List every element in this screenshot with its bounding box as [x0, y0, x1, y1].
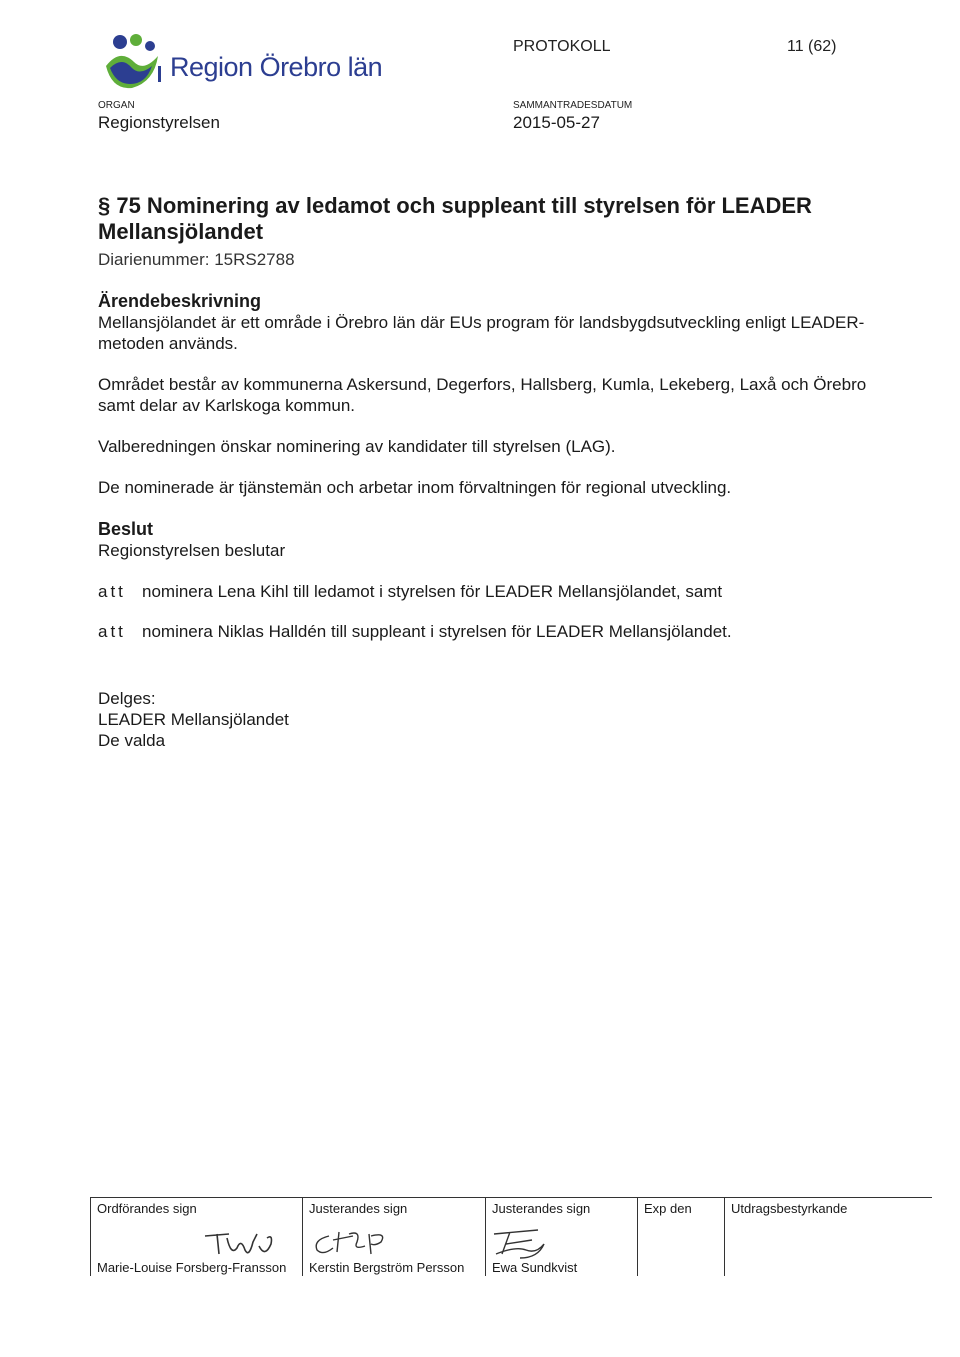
delges-label: Delges: [98, 689, 156, 708]
decision-item [98, 621, 878, 642]
distribution-list [98, 688, 878, 751]
arende-paragraph: Valberedningen önskar nominering av kandidater till styrelsen (LAG). [98, 437, 616, 456]
document-body [98, 193, 878, 751]
signatory-name: Ewa Sundkvist [492, 1260, 578, 1275]
signature-label: Justerandes sign [492, 1201, 591, 1216]
signature-table [90, 1197, 932, 1276]
diarienummer: Diarienummer: 15RS2788 [98, 250, 295, 269]
region-logo-icon [100, 32, 164, 96]
decision-text: nominera Lena Kihl till ledamot i styrelsen för LEADER Mellansjölandet, samt [142, 582, 723, 601]
beslut-intro: Regionstyrelsen beslutar [98, 541, 286, 560]
signature-cell-certification [724, 1198, 933, 1276]
arende-paragraph: De nominerade är tjänstemän och arbetar inom förvaltningen för regional utveckling. [98, 478, 732, 497]
meeting-date: 2015-05-27 [513, 113, 600, 132]
signature-cell-adjuster-2 [485, 1198, 638, 1276]
decision-prefix: att [98, 622, 126, 641]
meeting-date-label: SAMMANTRADESDATUM [513, 100, 633, 111]
page-number: 11 (62) [787, 38, 837, 55]
handwritten-signature-icon [201, 1228, 291, 1262]
organ-value: Regionstyrelsen [98, 113, 220, 132]
handwritten-signature-icon [309, 1226, 399, 1258]
signature-cell-exp-date [637, 1198, 725, 1276]
signature-cell-chair [90, 1198, 301, 1276]
handwritten-signature-icon [486, 1224, 556, 1260]
organ-label: ORGAN [98, 100, 135, 111]
org-name: Region Örebro län [170, 52, 383, 82]
signature-label: Ordförandes sign [97, 1201, 197, 1216]
arende-paragraph: Mellansjölandet är ett område i Örebro län där EUs program för landsbygdsutveckling enligt LEADER-metoden används. [98, 313, 865, 353]
beslut-heading: Beslut [98, 519, 154, 539]
decision-text: nominera Niklas Halldén till suppleant i styrelsen för LEADER Mellansjölandet. [142, 622, 732, 641]
signature-label: Justerandes sign [309, 1201, 408, 1216]
section-title: § 75 Nominering av ledamot och suppleant till styrelsen för LEADER Mellansjölandet [98, 193, 812, 244]
document-type: PROTOKOLL [513, 38, 611, 55]
decision-item [98, 581, 878, 602]
arende-paragraph: Området består av kommunerna Askersund, Degerfors, Hallsberg, Kumla, Lekeberg, Laxå och Örebro samt delar av Karlskoga kommun. [98, 375, 867, 415]
delges-recipient: De valda [98, 731, 166, 750]
signature-cell-adjuster-1 [302, 1198, 486, 1276]
arende-heading: Ärendebeskrivning [98, 291, 262, 311]
decision-prefix: att [98, 582, 126, 601]
signatory-name: Marie-Louise Forsberg-Fransson [97, 1260, 287, 1275]
signature-label: Exp den [644, 1201, 692, 1216]
signature-label: Utdragsbestyrkande [731, 1201, 848, 1216]
delges-recipient: LEADER Mellansjölandet [98, 710, 289, 729]
signatory-name: Kerstin Bergström Persson [309, 1260, 465, 1275]
